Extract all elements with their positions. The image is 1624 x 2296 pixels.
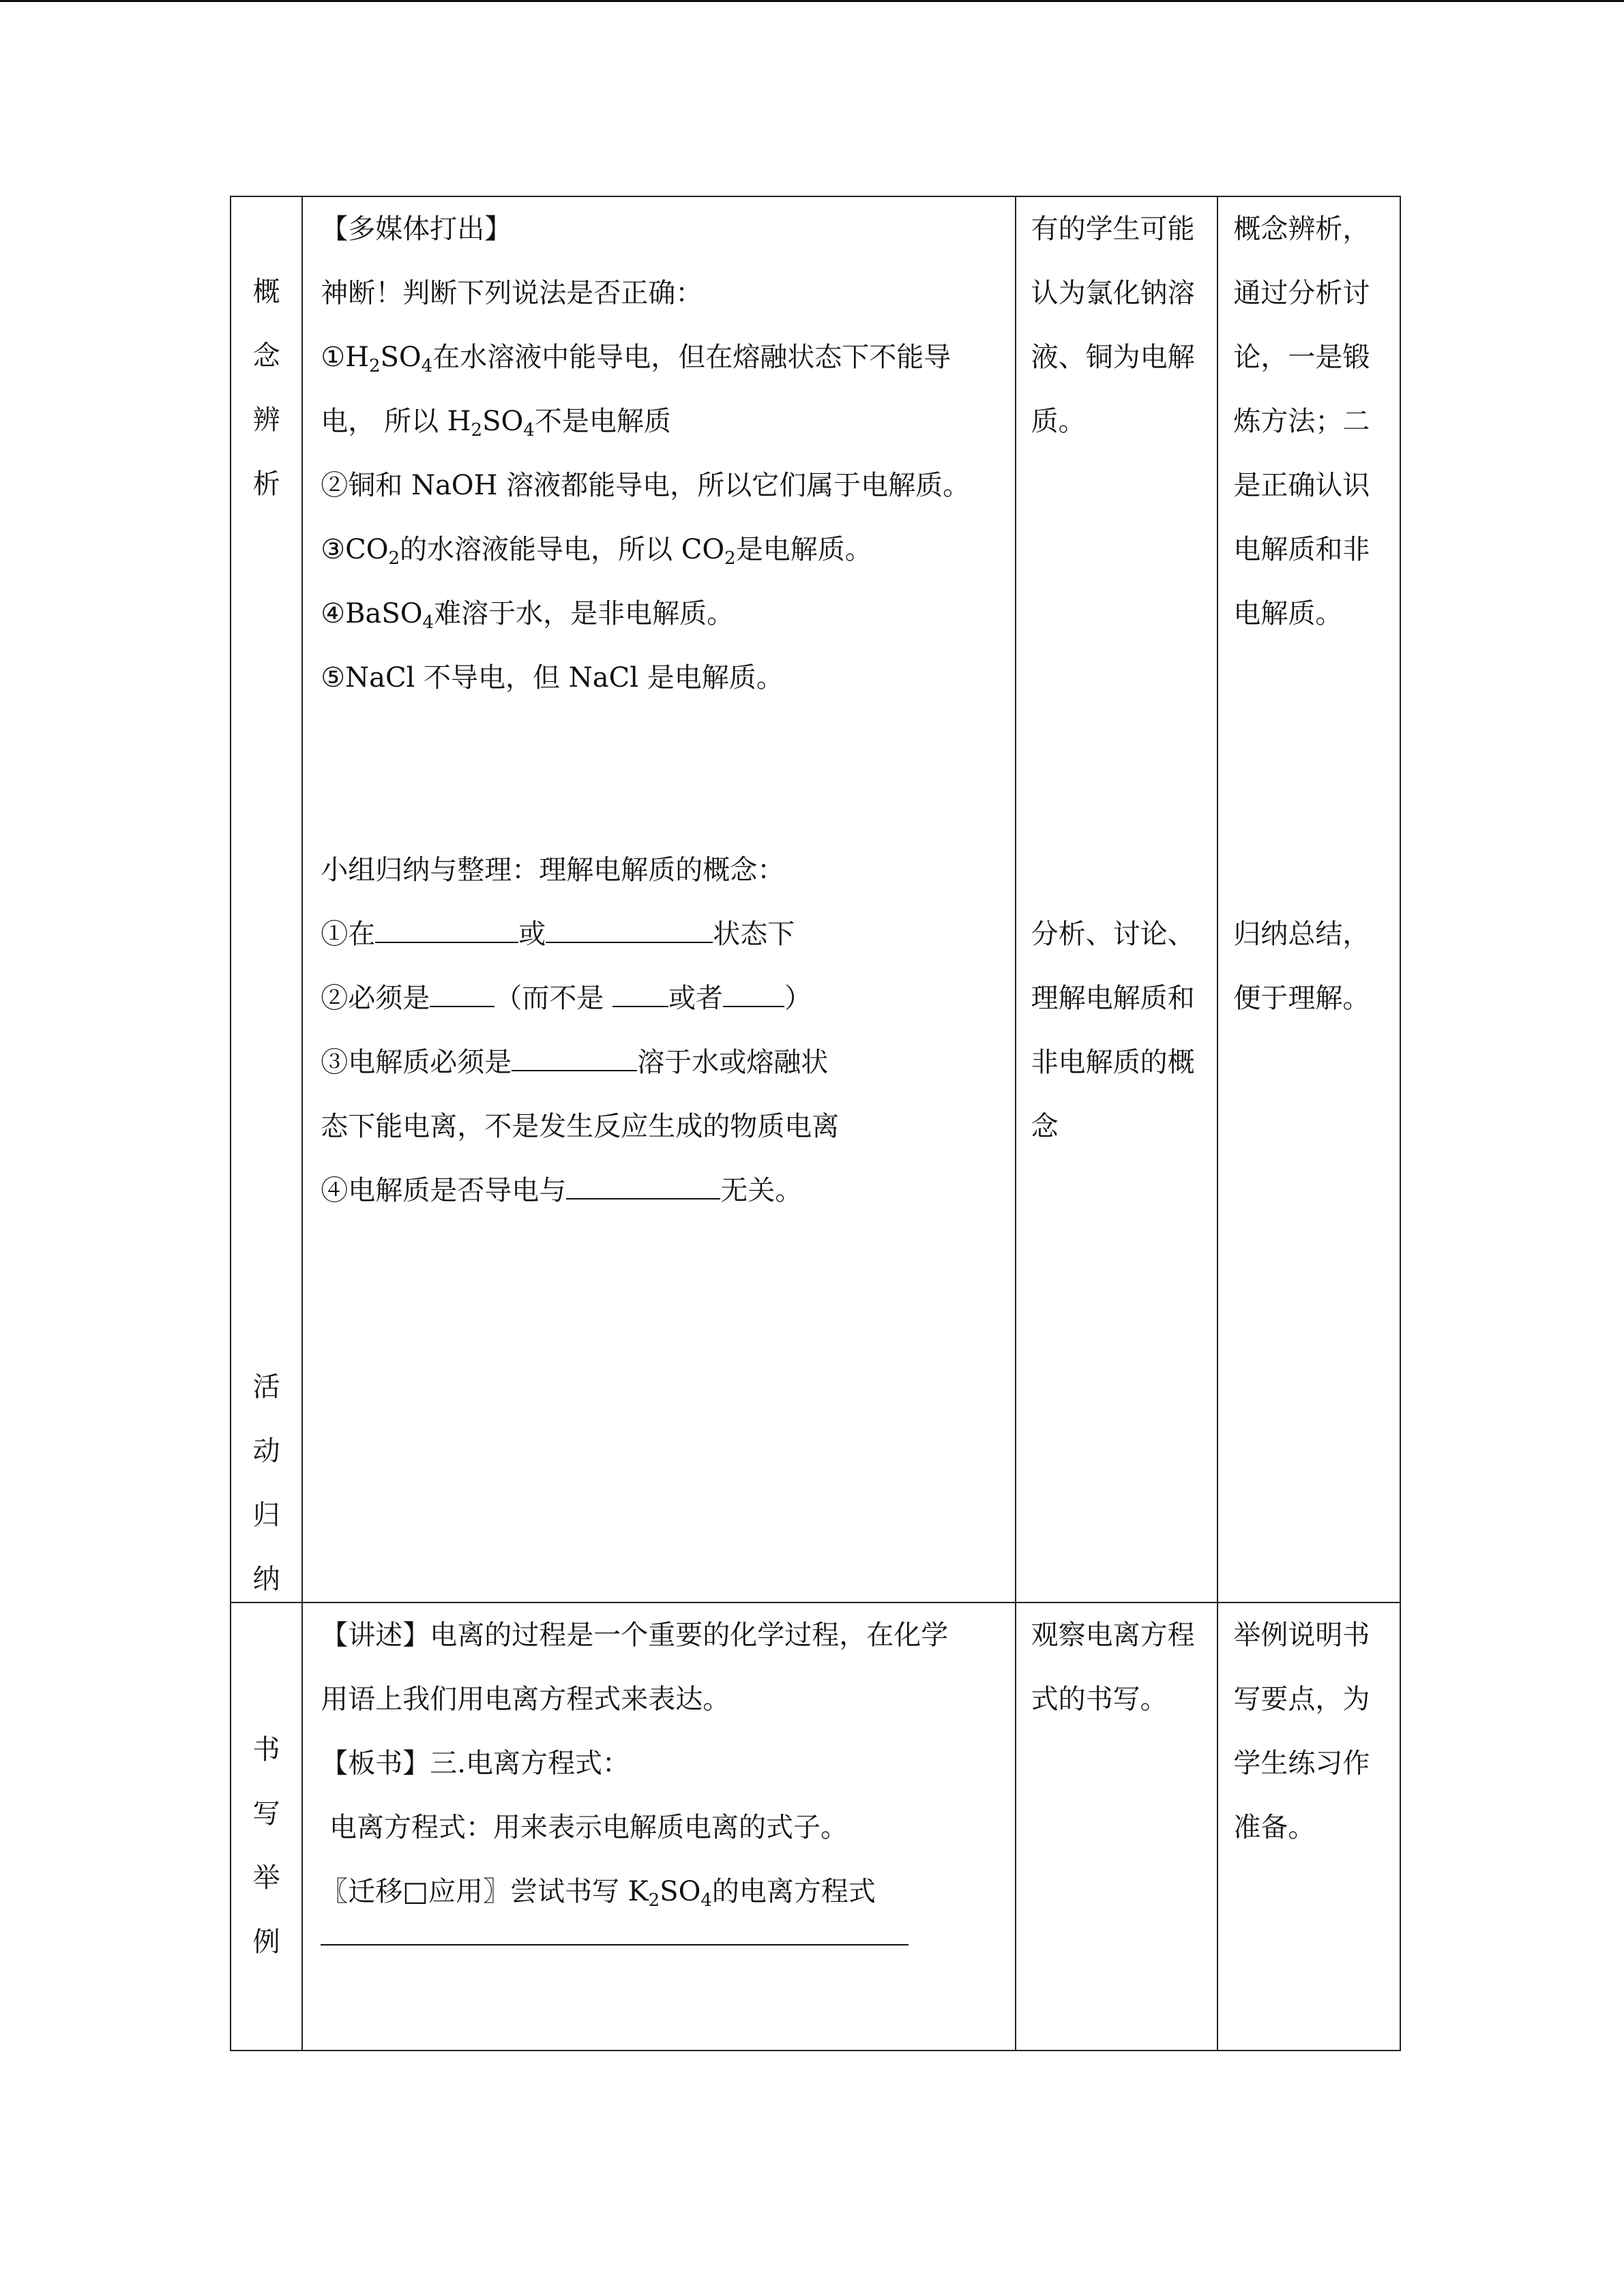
statement-3: $③CO_2$的水溶液能导电，所以 $CO_2$是电解质。 [321,534,872,569]
application-line: 〖迁移□应用〗尝试书写 $K_2SO_4$的电离方程式 [321,1876,876,1911]
fill-blank[interactable] [430,979,494,1007]
student-activity-cell [1016,196,1218,1602]
section-label-writing [231,1718,301,1974]
design-intent-1-line: 通过分析讨 [1233,278,1370,309]
section-label-concept [231,260,301,516]
section-label-cell [231,196,302,1602]
content-prompt: 神断！判断下列说法是否正确： [321,278,703,309]
design-intent-2-line: 归纳总结， [1233,919,1370,950]
statement-5: ⑤NaCl 不导电，但 NaCl 是电解质。 [321,662,784,694]
section-label-cell [231,1602,302,2051]
fill-blank[interactable] [723,979,784,1007]
design-intent-1-line: 是正确认识 [1233,470,1370,501]
label-char: 活动归纳 [252,1371,280,1595]
top-border-rule [0,0,1624,2]
answer-blank-line[interactable] [321,1944,909,1945]
student-activity-2-line: 分析、讨论、 [1031,919,1195,950]
fill-blank[interactable] [375,914,518,943]
design-intent-2-line: 便于理解。 [1233,983,1370,1014]
table-row-concept [231,196,1400,1602]
design-intent-1-line: 电解质和非 [1233,534,1370,565]
fill-blank[interactable] [612,979,668,1007]
content-cell [302,1602,1015,2051]
fill-blank[interactable] [512,1043,637,1071]
summary-title: 小组归纳与整理：理解电解质的概念： [321,854,785,886]
student-activity-2-line: 理解电解质和 [1031,983,1195,1014]
student-activity-line: 式的书写。 [1031,1684,1168,1715]
design-intent-1-line: 论，一是锻 [1233,342,1370,373]
content-heading: 【多媒体打出】 [321,213,512,245]
student-activity-2-line: 非电解质的概 [1031,1047,1195,1078]
student-activity-line: 观察电离方程 [1031,1620,1195,1651]
design-intent-1-line: 概念辨析， [1233,213,1370,245]
design-intent-1-line: 炼方法；二 [1233,406,1370,437]
definition-line: 电离方程式：用来表示电解质电离的式子。 [321,1812,848,1843]
student-activity-2-line: 念 [1031,1111,1059,1142]
student-activity-1-line: 有的学生可能 [1031,213,1195,245]
fill-blank[interactable] [566,1171,720,1199]
student-activity-cell [1016,1602,1218,2051]
student-activity-1-line: 液、铜为电解 [1031,342,1195,373]
summary-4: ④电解质是否导电与 无关。 [321,1159,1014,1223]
student-activity-1-line: 认为氯化钠溶 [1031,278,1195,309]
label-char: 概念辨析 [252,276,280,500]
summary-3-cont: 态下能电离，不是发生反应生成的物质电离 [321,1111,840,1142]
board-heading: 【板书】三.电离方程式： [321,1748,630,1779]
answer-line-row [321,1924,1014,1988]
statement-1: $①H_2SO_4$在水溶液中能导电，但在熔融状态下不能导 [321,342,951,376]
content-cell [302,196,1015,1602]
design-intent-line: 举例说明书 [1233,1620,1370,1651]
table-row-writing [231,1602,1400,2051]
lecture-line: 【讲述】电离的过程是一个重要的化学过程，在化学 [321,1620,949,1651]
design-intent-cell [1217,196,1400,1602]
design-intent-1-line: 电解质。 [1233,598,1343,629]
lecture-line-cont: 用语上我们用电离方程式来表达。 [321,1684,730,1715]
design-intent-cell [1217,1602,1400,2051]
statement-4: ④BaSO$_4$难溶于水，是非电解质。 [321,598,735,633]
student-activity-1-line: 质。 [1031,406,1086,437]
lesson-plan-table [230,196,1401,2051]
design-intent-line: 写要点，为 [1233,1684,1370,1715]
summary-2: ②必须是 （而不是 或者 ） [321,966,1014,1030]
label-char: 书写举例 [252,1734,280,1958]
fill-blank[interactable] [546,914,713,943]
section-label-activity [231,1355,301,1611]
summary-3: ③电解质必须是 溶于水或熔融状 [321,1030,1014,1094]
statement-1-cont: 电， 所以 $H_2SO_4$不是电解质 [321,406,671,441]
design-intent-line: 准备。 [1233,1812,1316,1843]
design-intent-line: 学生练习作 [1233,1748,1370,1779]
summary-1: ①在 或 状态下 [321,902,1014,966]
statement-2: ②铜和 NaOH 溶液都能导电，所以它们属于电解质。 [321,470,971,501]
